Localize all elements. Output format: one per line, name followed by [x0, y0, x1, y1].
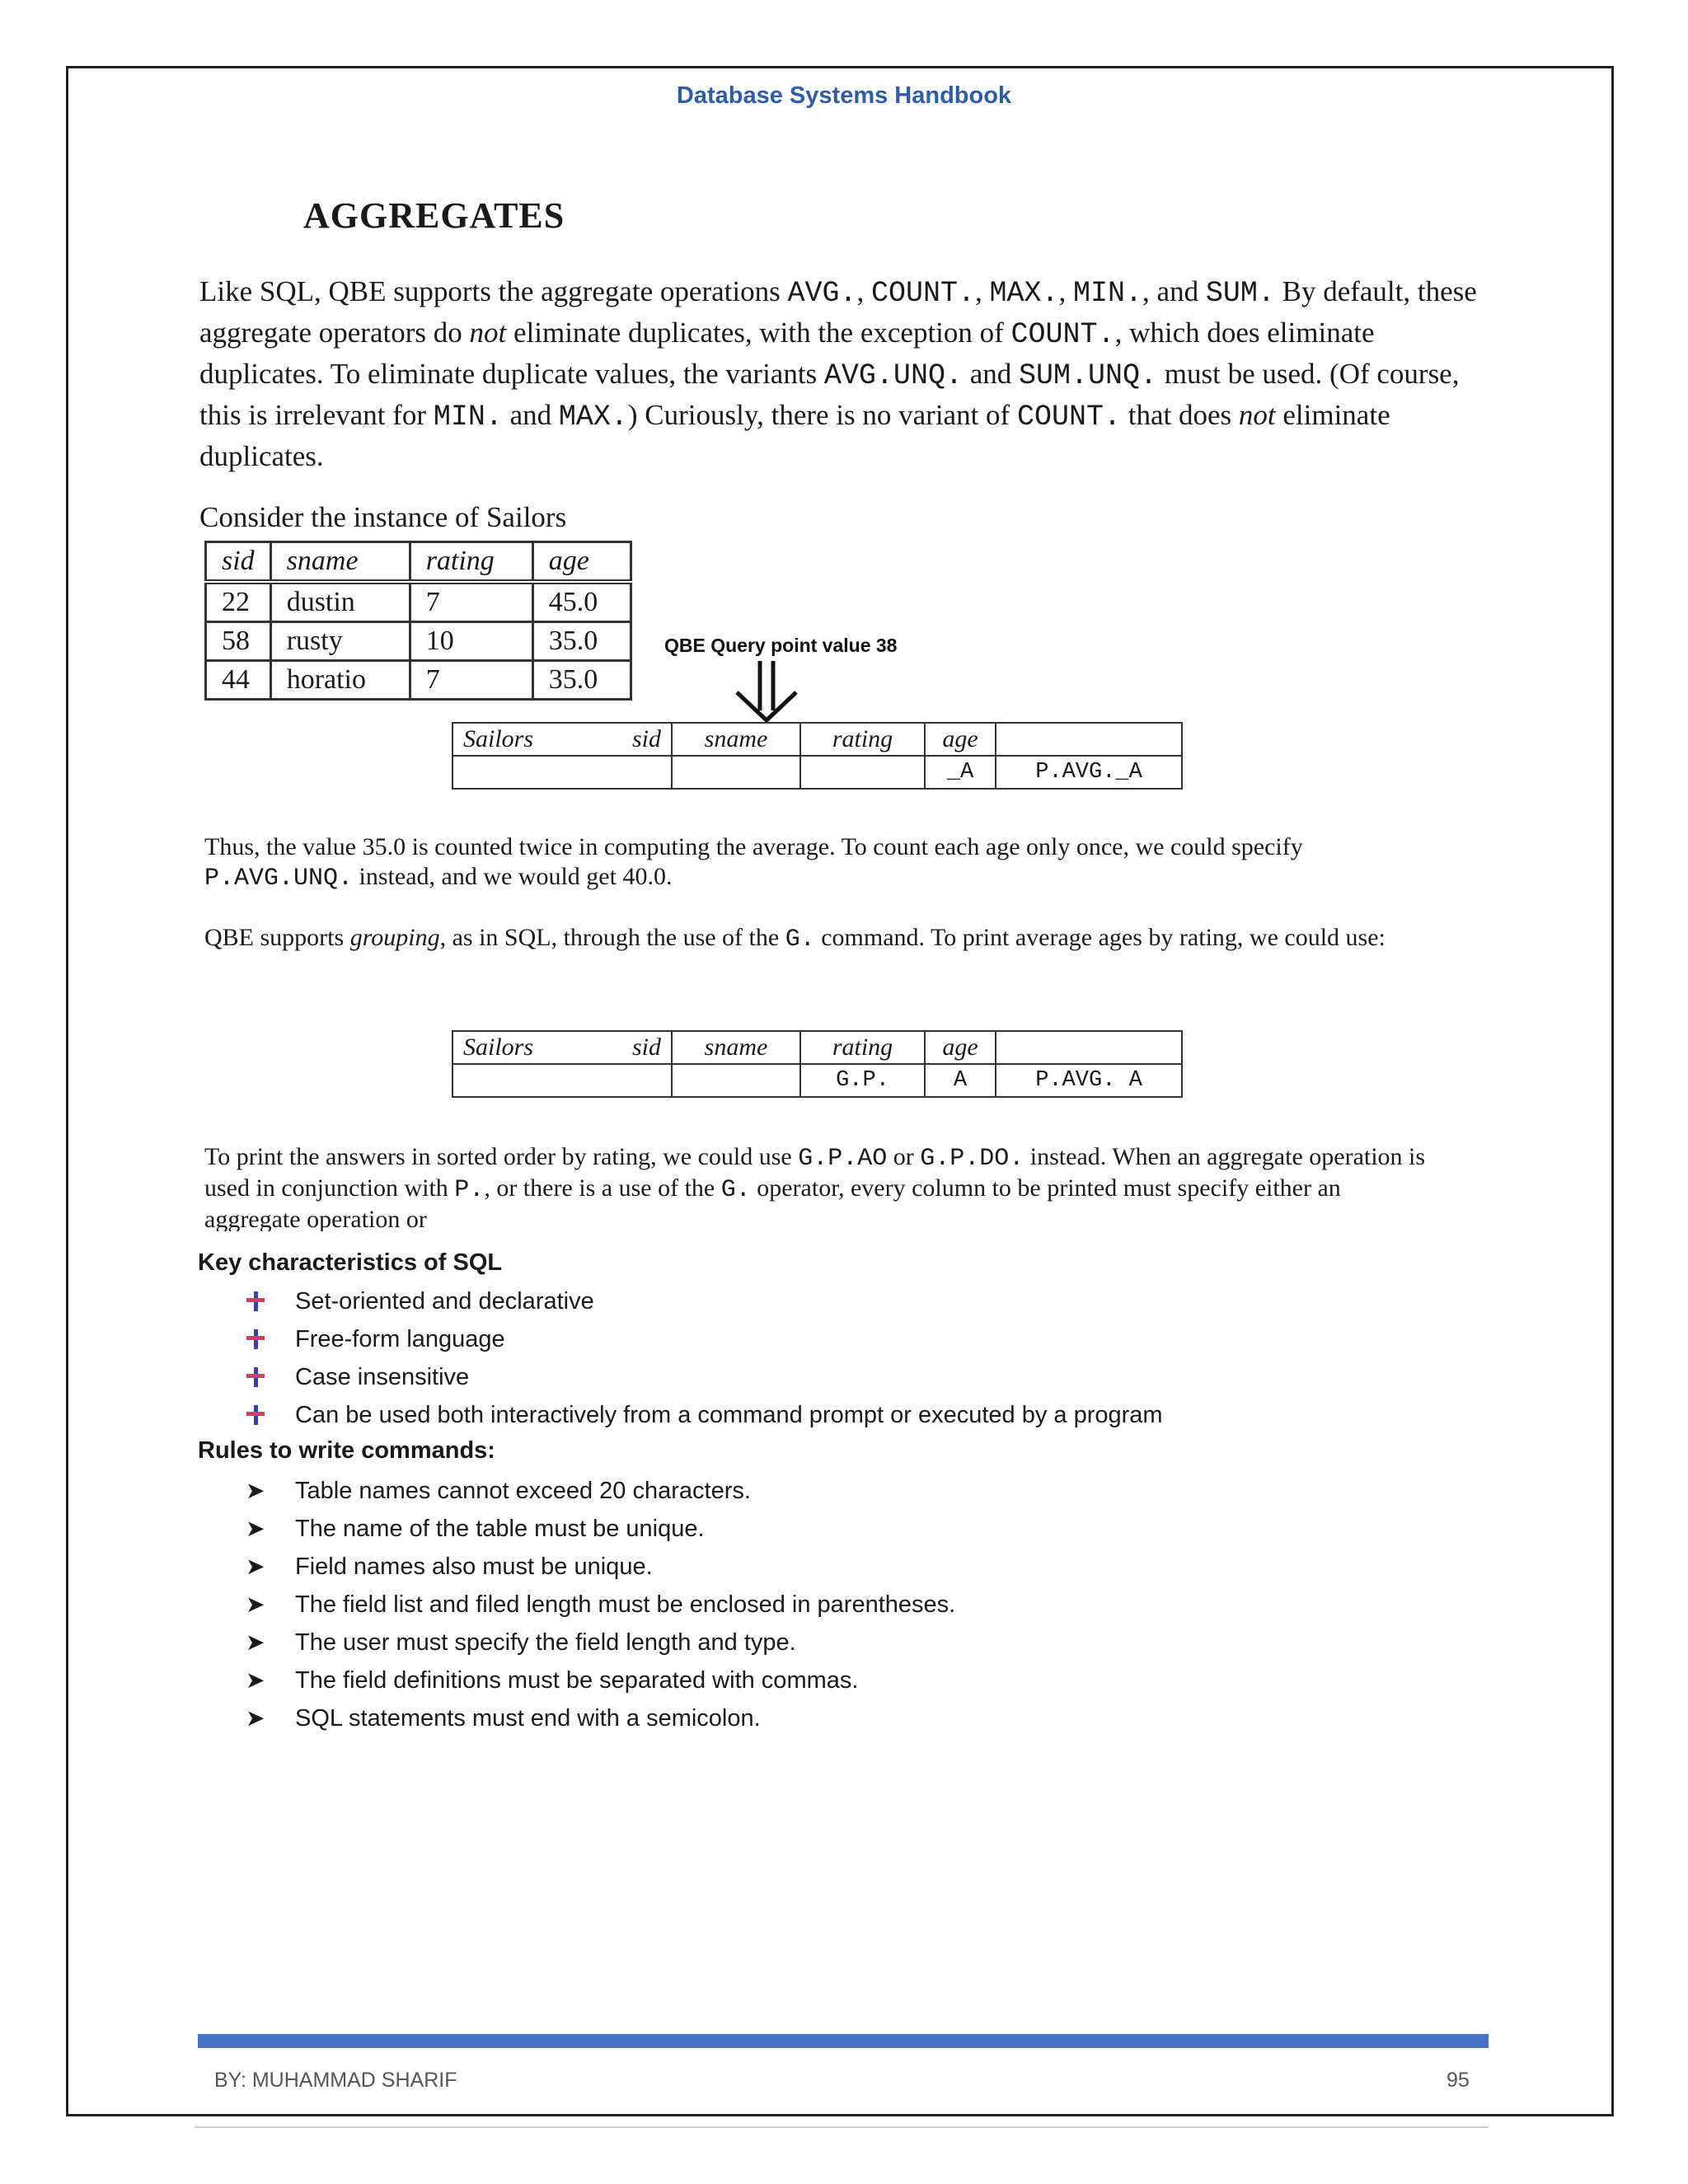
table-cell: horatio [270, 661, 410, 700]
consider-caption: Consider the instance of Sailors [199, 501, 567, 533]
list-item-text: SQL statements must end with a semicolon. [295, 1705, 761, 1732]
table-cell: 45.0 [532, 582, 631, 622]
text-run: and [962, 358, 1019, 390]
list-item [244, 1699, 955, 1737]
column-header: rating [410, 542, 532, 583]
list-item [244, 1510, 955, 1548]
table-cell: 7 [410, 582, 532, 622]
code-min: MIN. [433, 401, 503, 434]
text-run: , [1058, 275, 1074, 307]
table-row [206, 622, 631, 661]
table-cell: 35.0 [532, 661, 631, 700]
list-item [244, 1282, 1163, 1320]
text-run: or [887, 1143, 921, 1170]
qbe-header-row [452, 1031, 1182, 1064]
qbe-cell [452, 756, 672, 789]
text-run: ) Curiously, there is no variant of [627, 399, 1017, 431]
list-item [244, 1586, 955, 1624]
code-max: MAX. [989, 277, 1059, 310]
qbe-cell [800, 756, 925, 789]
arrowhead-bullet-icon: ➤ [246, 1516, 265, 1541]
emphasis: not [1238, 399, 1276, 431]
qbe-column: sname [672, 723, 800, 756]
list-item-text: Table names cannot exceed 20 characters. [295, 1478, 751, 1504]
qbe-value-row [452, 756, 1182, 789]
paragraph-count-twice [204, 832, 1441, 893]
qbe-cell: P.AVG. A [996, 1064, 1182, 1097]
cross-bullet-icon [244, 1366, 267, 1389]
qbe-relation: Sailors [463, 725, 534, 752]
text-run: that does [1121, 399, 1239, 431]
column-header: sname [270, 542, 410, 583]
list-item-text: Case insensitive [295, 1364, 470, 1390]
text-run: To print the answers in sorted order by rating, we could use [204, 1143, 799, 1170]
table-cell: 44 [206, 661, 271, 700]
code-min: MIN. [1073, 277, 1143, 310]
list-item-text: Set-oriented and declarative [295, 1288, 594, 1315]
key-characteristics-list [244, 1282, 1163, 1434]
table-cell: 58 [206, 622, 271, 661]
qbe-column: rating [800, 723, 925, 756]
code-gpao: G.P.AO [798, 1145, 888, 1173]
qbe-cell: G.P. [800, 1064, 925, 1097]
qbe-column: rating [800, 1031, 925, 1064]
qbe-query-grouping [452, 1030, 1183, 1098]
qbe-cell [672, 756, 800, 789]
page-number: 95 [1447, 2069, 1470, 2092]
footer-bar [198, 2034, 1489, 2048]
list-item [244, 1396, 1163, 1434]
qbe-value-row [452, 1064, 1182, 1097]
emphasis: grouping [349, 924, 440, 951]
code-p: P. [454, 1176, 485, 1204]
qbe-header-row [452, 723, 1182, 756]
arrowhead-bullet-icon: ➤ [246, 1629, 265, 1655]
code-count: COUNT. [1010, 318, 1115, 351]
code-g: G. [785, 926, 815, 954]
qbe-column: sname [672, 1031, 800, 1064]
text-run: instead, and we would get 40.0. [353, 863, 673, 890]
table-row [206, 661, 631, 700]
text-run: , and [1142, 275, 1206, 307]
cross-bullet-icon [244, 1328, 267, 1351]
cross-bullet-icon [244, 1290, 267, 1313]
code-gpdo: G.P.DO. [920, 1145, 1025, 1173]
list-item-text: The user must specify the field length and type. [295, 1629, 796, 1656]
qbe-query-avg [452, 722, 1183, 790]
text-run: command. To print average ages by rating, we could use: [814, 924, 1386, 951]
list-item [244, 1358, 1163, 1396]
list-item-text: Can be used both interactively from a command prompt or executed by a program [295, 1402, 1163, 1428]
text-run: , which does eliminate duplicates. To eliminate duplicate values, the variants [199, 316, 1375, 390]
code-sum: SUM. [1205, 277, 1275, 310]
table-cell: dustin [270, 582, 410, 622]
qbe-cell: A [925, 1064, 996, 1097]
cross-bullet-icon [244, 1404, 267, 1427]
arrowhead-bullet-icon: ➤ [246, 1478, 265, 1503]
text-run: and [502, 399, 559, 431]
key-characteristics-heading: Key characteristics of SQL [198, 1249, 503, 1276]
qbe-column: sid [631, 1033, 661, 1061]
table-header-row [206, 542, 631, 583]
page-header-title: Database Systems Handbook [676, 82, 1012, 109]
table-cell: 10 [410, 622, 532, 661]
qbe-column: age [925, 1031, 996, 1064]
qbe-cell [452, 1031, 672, 1064]
double-down-arrow-icon [725, 659, 808, 725]
text-run: By default, these aggregate operators do [199, 275, 1477, 349]
list-item-text: Field names also must be unique. [295, 1554, 653, 1580]
list-item [244, 1472, 955, 1510]
list-item [244, 1548, 955, 1586]
qbe-cell [452, 723, 672, 756]
list-item [244, 1320, 1163, 1358]
text-run: operator, every column to be printed must specify either an aggregate operation or [204, 1174, 1341, 1231]
column-header: age [532, 542, 631, 583]
qbe-cell [672, 1064, 800, 1097]
list-item [244, 1624, 955, 1661]
qbe-cell: _A [925, 756, 996, 789]
text-run: , [856, 275, 871, 307]
list-item [244, 1661, 955, 1699]
qbe-column [996, 1031, 1182, 1064]
section-heading: AGGREGATES [303, 195, 565, 236]
list-item-text: The field definitions must be separated with commas. [295, 1667, 859, 1694]
arrowhead-bullet-icon: ➤ [246, 1591, 265, 1617]
code-avg: AVG. [787, 277, 857, 310]
qbe-column: age [925, 723, 996, 756]
text-run: , as in SQL, through the use of the [439, 924, 785, 951]
table-cell: 7 [410, 661, 532, 700]
qbe-column [996, 723, 1182, 756]
table-row [206, 582, 631, 622]
rules-list [244, 1472, 955, 1737]
list-item-text: The name of the table must be unique. [295, 1516, 705, 1542]
text-run: eliminate duplicates, with the exception of [506, 316, 1011, 349]
emphasis: not [469, 316, 507, 349]
code-g: G. [720, 1176, 751, 1204]
table-cell: 22 [206, 582, 271, 622]
text-run: Like SQL, QBE supports the aggregate operations [199, 275, 788, 307]
sailors-table [204, 541, 632, 701]
qbe-column: sid [631, 725, 661, 752]
arrowhead-bullet-icon: ➤ [246, 1705, 265, 1731]
text-run: , [975, 275, 990, 307]
code-count: COUNT. [870, 277, 975, 310]
paragraph-sorted-order [204, 1142, 1441, 1231]
paragraph-grouping [204, 923, 1441, 954]
code-avg-unq: P.AVG.UNQ. [204, 865, 354, 893]
qbe-cell [452, 1064, 672, 1097]
footer-author: BY: MUHAMMAD SHARIF [214, 2069, 457, 2092]
code-max: MAX. [558, 401, 628, 434]
table-cell: rusty [270, 622, 410, 661]
code-avg-unq: AVG.UNQ. [823, 359, 963, 392]
text-run: instead. When an aggregate operation is used in conjunction with [204, 1143, 1426, 1202]
qbe-cell: P.AVG._A [996, 756, 1182, 789]
rules-heading: Rules to write commands: [198, 1437, 495, 1464]
text-run: QBE supports [204, 924, 350, 951]
text-run: , or there is a use of the [484, 1174, 721, 1202]
text-run: must be used. (Of course, this is irrelevant for [199, 358, 1460, 431]
table-cell: 35.0 [532, 622, 631, 661]
arrowhead-bullet-icon: ➤ [246, 1667, 265, 1693]
paragraph-aggregates [199, 272, 1485, 476]
code-count: COUNT. [1016, 401, 1121, 434]
list-item-text: Free-form language [295, 1326, 505, 1352]
qbe-annotation: QBE Query point value 38 [664, 635, 898, 656]
qbe-relation: Sailors [463, 1033, 534, 1061]
code-sum-unq: SUM.UNQ. [1019, 359, 1158, 392]
text-run: Thus, the value 35.0 is counted twice in computing the average. To count each age only once, we could specify [204, 833, 1303, 860]
arrowhead-bullet-icon: ➤ [246, 1554, 265, 1579]
list-item-text: The field list and filed length must be enclosed in parentheses. [295, 1591, 956, 1618]
text-run: eliminate duplicates. [199, 399, 1390, 472]
bottom-divider [195, 2126, 1489, 2128]
column-header: sid [206, 542, 271, 583]
